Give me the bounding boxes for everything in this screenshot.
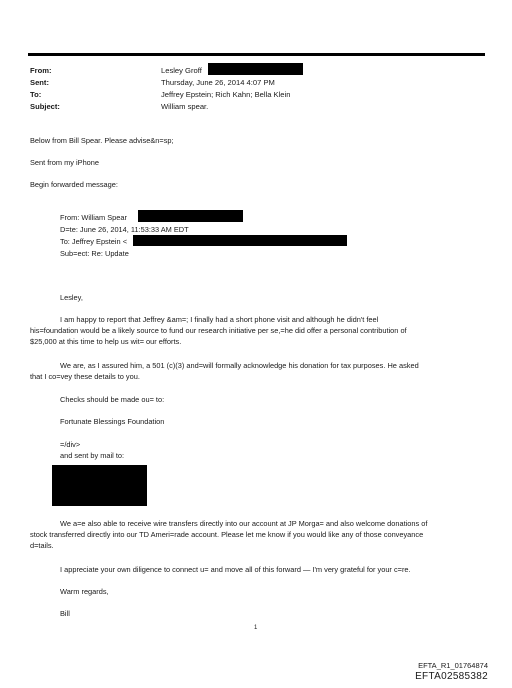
fwd-to: To: Jeffrey Epstein < — [60, 237, 128, 246]
redaction-box — [208, 63, 303, 75]
paragraph-line: I am happy to report that Jeffrey &am=; I finally had a short phone visit and although he didn't feel — [60, 315, 379, 324]
from-value: Lesley Groff — [161, 66, 202, 75]
paragraph-line: I appreciate your own diligence to connect u= and move all of this forward — I'm very grateful for your c=re. — [60, 565, 411, 574]
fwd-subject: Sub=ect: Re: Update — [60, 249, 129, 258]
subject-label: Subject: — [30, 102, 60, 111]
efta-id: EFTA02585382 — [415, 671, 488, 682]
to-value: Jeffrey Epstein; Rich Kahn; Bella Klein — [161, 90, 291, 99]
redaction-box — [133, 235, 347, 246]
sent-label: Sent: — [30, 78, 49, 87]
paragraph-line: $25,000 at this time to help us wit= our efforts. — [30, 337, 182, 346]
paragraph-line: =/div> — [60, 440, 81, 449]
fwd-date: D=te: June 26, 2014, 11:53:33 AM EDT — [60, 225, 189, 234]
paragraph-line: that I co=vey these details to you. — [30, 372, 140, 381]
header-rule — [28, 53, 485, 56]
paragraph-line: Checks should be made ou= to: — [60, 395, 165, 404]
signature: Bill — [60, 609, 70, 618]
body-line: Begin forwarded message: — [30, 180, 118, 189]
body-line: Sent from my iPhone — [30, 158, 100, 167]
to-label: To: — [30, 90, 42, 99]
greeting: Lesley, — [60, 293, 83, 302]
efta-id: EFTA_R1_01764874 — [418, 661, 488, 670]
paragraph-line: d=tails. — [30, 541, 54, 550]
foundation-name: Fortunate Blessings Foundation — [60, 417, 165, 426]
paragraph-line: We are, as I assured him, a 501 (c)(3) and=will formally acknowledge his donation for tax purposes. He asked — [60, 361, 419, 370]
paragraph-line: We a=e also able to receive wire transfers directly into our account at JP Morga= and also welcome donations of — [60, 519, 428, 528]
closing: Warm regards, — [60, 587, 109, 596]
paragraph-line: stock transferred directly into our TD Ameri=rade account. Please let me know if you would like any of those conveyance — [30, 530, 424, 539]
sent-value: Thursday, June 26, 2014 4:07 PM — [161, 78, 275, 87]
redaction-box — [52, 465, 147, 506]
body-line: Below from Bill Spear. Please advise&n=sp; — [30, 136, 174, 145]
from-label: From: — [30, 66, 52, 75]
redaction-box — [138, 210, 243, 222]
page-number: 1 — [254, 625, 258, 631]
subject-value: William spear. — [161, 102, 209, 111]
paragraph-line: and sent by mail to: — [60, 451, 125, 460]
fwd-from: From: William Spear — [60, 213, 127, 222]
paragraph-line: his=foundation would be a likely source to fund our research initiative per se,=he did offer a personal contribution of — [30, 326, 407, 335]
